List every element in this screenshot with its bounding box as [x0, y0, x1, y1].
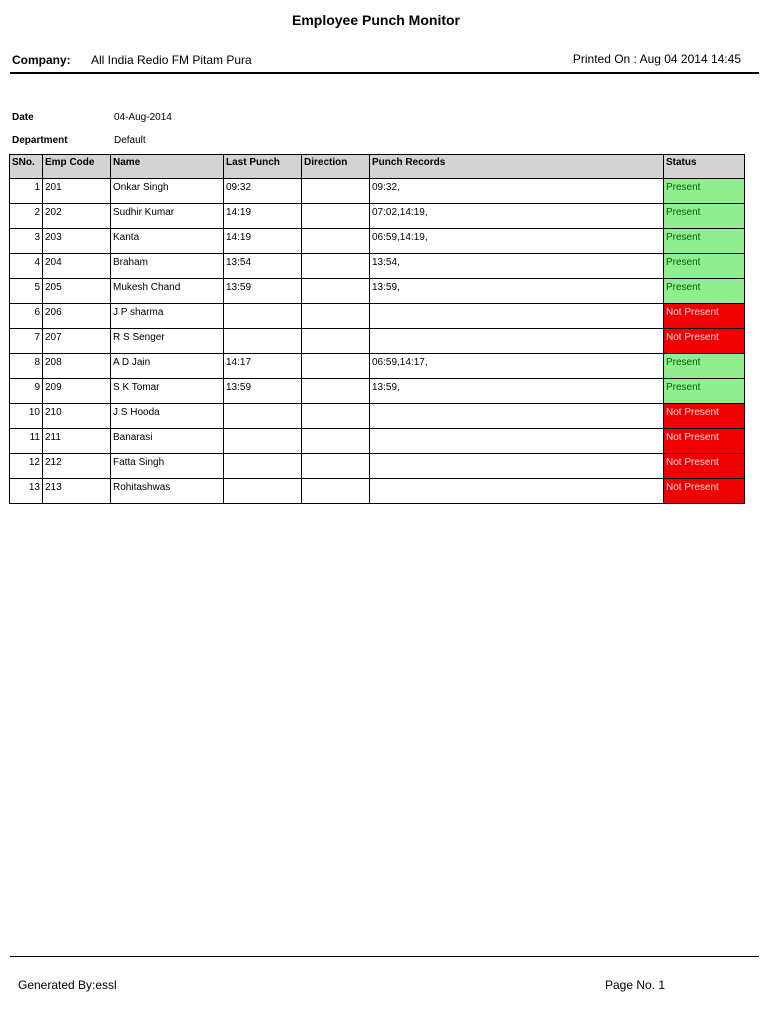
table-row — [10, 304, 745, 329]
table-row — [10, 254, 745, 279]
cell-emp-code: 207 — [43, 329, 111, 354]
cell-emp-code: 208 — [43, 354, 111, 379]
header-divider — [10, 72, 759, 74]
cell-name: Rohitashwas — [111, 479, 224, 504]
cell-name: J S Hooda — [111, 404, 224, 429]
cell-status: Present — [664, 229, 745, 254]
cell-last-punch: 13:59 — [224, 379, 302, 404]
cell-punch-records: 06:59,14:17, — [370, 354, 664, 379]
cell-sno: 1 — [10, 179, 43, 204]
cell-last-punch — [224, 429, 302, 454]
table-row — [10, 404, 745, 429]
cell-emp-code: 205 — [43, 279, 111, 304]
cell-sno: 10 — [10, 404, 43, 429]
report-title: Employee Punch Monitor — [291, 12, 460, 28]
company-label: Company: — [12, 53, 71, 67]
cell-status: Present — [664, 204, 745, 229]
cell-punch-records: 07:02,14:19, — [370, 204, 664, 229]
table-row — [10, 454, 745, 479]
cell-sno: 3 — [10, 229, 43, 254]
cell-name: Banarasi — [111, 429, 224, 454]
table-row — [10, 329, 745, 354]
cell-sno: 6 — [10, 304, 43, 329]
cell-emp-code: 202 — [43, 204, 111, 229]
header-name: Name — [111, 155, 224, 179]
cell-name: R S Senger — [111, 329, 224, 354]
cell-emp-code: 201 — [43, 179, 111, 204]
cell-direction — [302, 254, 370, 279]
company-name: All India Redio FM Pitam Pura — [91, 53, 252, 67]
table-row — [10, 379, 745, 404]
cell-name: S K Tomar — [111, 379, 224, 404]
cell-direction — [302, 329, 370, 354]
punch-table — [9, 154, 745, 504]
cell-status: Not Present — [664, 429, 745, 454]
cell-emp-code: 206 — [43, 304, 111, 329]
cell-last-punch — [224, 329, 302, 354]
date-label: Date — [12, 112, 34, 123]
cell-name: Braham — [111, 254, 224, 279]
header-emp-code: Emp Code — [43, 155, 111, 179]
table-row — [10, 229, 745, 254]
header-sno: SNo. — [10, 155, 43, 179]
cell-punch-records — [370, 304, 664, 329]
cell-last-punch: 14:17 — [224, 354, 302, 379]
cell-punch-records — [370, 479, 664, 504]
header-direction: Direction — [302, 155, 370, 179]
cell-punch-records — [370, 404, 664, 429]
cell-name: Sudhir Kumar — [111, 204, 224, 229]
table-header-row — [10, 155, 745, 179]
cell-status: Present — [664, 254, 745, 279]
cell-name: Kanta — [111, 229, 224, 254]
cell-direction — [302, 429, 370, 454]
cell-last-punch — [224, 304, 302, 329]
cell-last-punch: 14:19 — [224, 229, 302, 254]
cell-status: Not Present — [664, 454, 745, 479]
cell-last-punch — [224, 404, 302, 429]
cell-last-punch: 13:59 — [224, 279, 302, 304]
cell-status: Present — [664, 179, 745, 204]
cell-emp-code: 212 — [43, 454, 111, 479]
cell-last-punch: 14:19 — [224, 204, 302, 229]
cell-punch-records — [370, 454, 664, 479]
cell-direction — [302, 404, 370, 429]
cell-direction — [302, 304, 370, 329]
cell-punch-records: 13:59, — [370, 379, 664, 404]
table-row — [10, 479, 745, 504]
cell-punch-records: 06:59,14:19, — [370, 229, 664, 254]
cell-emp-code: 210 — [43, 404, 111, 429]
table-row — [10, 354, 745, 379]
cell-direction — [302, 229, 370, 254]
cell-status: Not Present — [664, 479, 745, 504]
cell-direction — [302, 479, 370, 504]
cell-punch-records — [370, 329, 664, 354]
date-value: 04-Aug-2014 — [114, 112, 172, 123]
cell-status: Not Present — [664, 304, 745, 329]
cell-sno: 8 — [10, 354, 43, 379]
cell-emp-code: 213 — [43, 479, 111, 504]
cell-status: Not Present — [664, 329, 745, 354]
cell-name: A D Jain — [111, 354, 224, 379]
cell-direction — [302, 379, 370, 404]
printed-on: Printed On : Aug 04 2014 14:45 — [572, 52, 741, 66]
cell-sno: 12 — [10, 454, 43, 479]
department-label: Department — [12, 135, 68, 146]
cell-name: Onkar Singh — [111, 179, 224, 204]
table-row — [10, 179, 745, 204]
table-row — [10, 279, 745, 304]
cell-status: Present — [664, 279, 745, 304]
cell-direction — [302, 279, 370, 304]
footer-divider — [10, 956, 759, 957]
cell-punch-records — [370, 429, 664, 454]
cell-last-punch — [224, 479, 302, 504]
cell-direction — [302, 179, 370, 204]
cell-sno: 4 — [10, 254, 43, 279]
cell-name: J P sharma — [111, 304, 224, 329]
cell-direction — [302, 204, 370, 229]
generated-by: Generated By:essl — [18, 978, 117, 992]
cell-status: Not Present — [664, 404, 745, 429]
cell-status: Present — [664, 379, 745, 404]
cell-emp-code: 209 — [43, 379, 111, 404]
table-row — [10, 429, 745, 454]
table-body — [10, 179, 745, 504]
cell-sno: 7 — [10, 329, 43, 354]
cell-name: Fatta Singh — [111, 454, 224, 479]
department-value: Default — [114, 135, 146, 146]
cell-status: Present — [664, 354, 745, 379]
cell-emp-code: 204 — [43, 254, 111, 279]
page-number: Page No. 1 — [605, 978, 666, 992]
cell-punch-records: 09:32, — [370, 179, 664, 204]
header-status: Status — [664, 155, 745, 179]
cell-sno: 2 — [10, 204, 43, 229]
cell-punch-records: 13:54, — [370, 254, 664, 279]
cell-last-punch — [224, 454, 302, 479]
header-punch-records: Punch Records — [370, 155, 664, 179]
cell-emp-code: 211 — [43, 429, 111, 454]
cell-punch-records: 13:59, — [370, 279, 664, 304]
cell-direction — [302, 454, 370, 479]
header-last-punch: Last Punch — [224, 155, 302, 179]
cell-emp-code: 203 — [43, 229, 111, 254]
cell-last-punch: 13:54 — [224, 254, 302, 279]
cell-sno: 11 — [10, 429, 43, 454]
cell-sno: 5 — [10, 279, 43, 304]
cell-last-punch: 09:32 — [224, 179, 302, 204]
cell-sno: 9 — [10, 379, 43, 404]
table-row — [10, 204, 745, 229]
cell-name: Mukesh Chand — [111, 279, 224, 304]
cell-sno: 13 — [10, 479, 43, 504]
cell-direction — [302, 354, 370, 379]
